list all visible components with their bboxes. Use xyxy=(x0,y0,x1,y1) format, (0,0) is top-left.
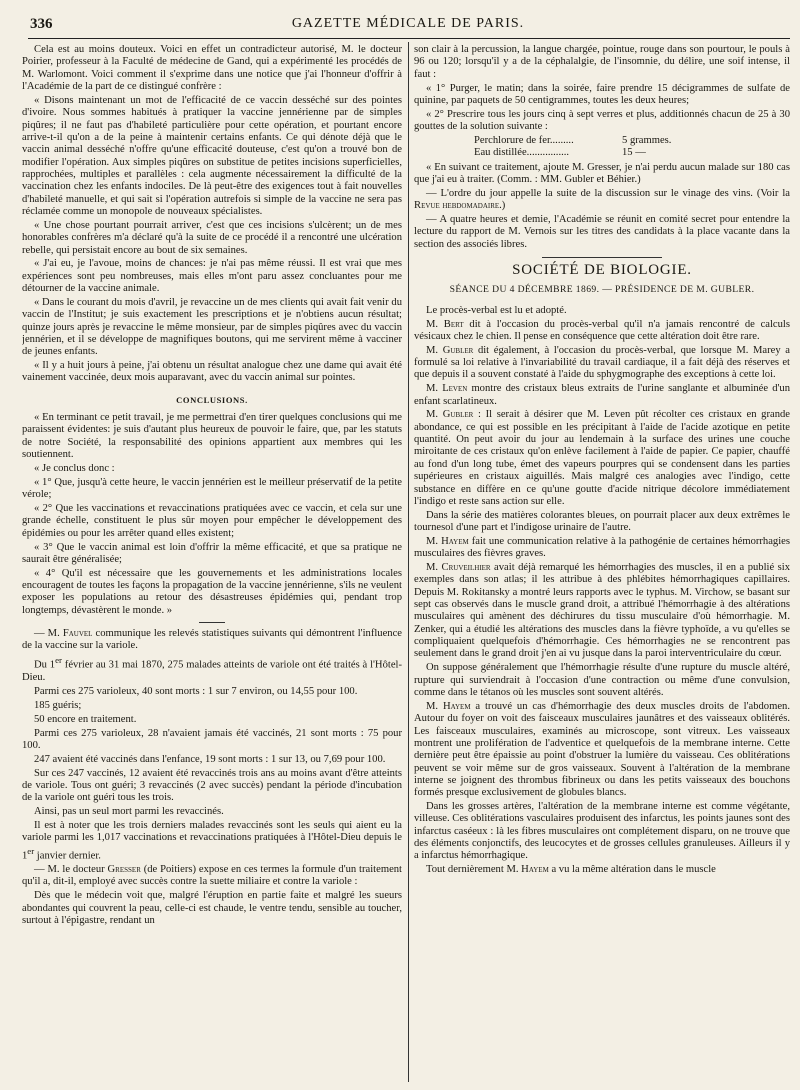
recipe-row xyxy=(474,147,714,159)
header-rule xyxy=(28,38,790,39)
column-rule xyxy=(408,42,409,1082)
text-run: .) xyxy=(499,200,506,212)
recipe-quantity: 5 grammes. xyxy=(622,134,672,146)
speaker-name: Gubler xyxy=(442,409,474,421)
recipe-quantity: 15 — xyxy=(622,147,646,159)
text-run: a trouvé un cas d'hémorrhagie des deux muscles droits de l'abdomen. Autour du foyer on voit des faisceaux musculaires jaunâtres et des vaisseaux oblitérés. Les faisceaux musculaires, examinés au microscope, sont vitreux. Les vaisseaux montrent une prolifération de l'adventice et quelquefois de la membrane interne. Cette dernière peut être épaissie au point d'obstruer la lumière du vaisseau. Ces oblitérations peuvent se voir même sur de gros vaisseaux. Souvent à l'altération de la membrane interne se joignent des thrombus fibrineux ou dans les petits vaisseaux des bouchons formés presque exclusivement de globules blancs. xyxy=(414,700,790,799)
text-run: M. xyxy=(426,383,443,395)
speaker-name: Cruveilhier xyxy=(441,562,491,574)
paragraph xyxy=(22,820,402,863)
text-run: a vu la même altération dans le muscle xyxy=(548,864,716,876)
page-number: 336 xyxy=(30,16,53,32)
text-run: Il est à noter que les trois derniers malades revaccinés sont les seuls qui aient eu la variole parmi les 1,017 vaccinations et revaccinations pratiquées à l'Hôtel-Dieu depuis le 1 xyxy=(22,819,402,862)
paragraph: 185 guéris; xyxy=(34,699,82,711)
paragraph: son clair à la percussion, la langue chargée, pointue, rouge dans son pourtour, le pouls à 96 ou 120; lorsqu'il y a de la céphalalgie, de l'insomnie, du délire, une soif intense, il faut : xyxy=(414,44,790,80)
speaker-name: Hayem xyxy=(521,864,549,876)
paragraph xyxy=(22,864,402,889)
right-column xyxy=(414,44,790,1086)
left-column xyxy=(22,44,402,1086)
paragraph: « Il y a huit jours à peine, j'ai obtenu un résultat analogue chez une dame qui avait été vainement vaccinée, deux mois auparavant, avec du vaccin animal sur pointes. xyxy=(22,360,402,384)
speaker-name: Hayem xyxy=(442,700,471,712)
seance-heading: SÉANCE DU 4 DÉCEMBRE 1869. — PRÉSIDENCE DE M. GUBLER. xyxy=(449,284,755,296)
paragraph: « Je conclus donc : xyxy=(34,463,115,474)
paragraph: « Dans le courant du mois d'avril, je revaccine un de mes clients qui avait fait venir du vaccin de l'Institut; je suis exactement les prescriptions et je n'obtiens aucun résultat; quinze jours après je revaccine le même monsieur, par de simples piqûres avec du vaccin jennérien, et il se développe de magnifiques boutons, qui me servirent même à vacciner de jeunes enfants. xyxy=(22,296,402,358)
paragraph xyxy=(414,701,790,800)
paragraph xyxy=(414,536,790,561)
paragraph xyxy=(22,654,402,684)
paragraph: 247 avaient été vaccinés dans l'enfance, 19 sont morts : 1 sur 13, ou 7,69 pour 100. xyxy=(34,753,386,765)
text-run: — M. le docteur xyxy=(34,864,108,876)
revue-reference: Revue hebdomadaire xyxy=(414,200,500,212)
text-run: M. xyxy=(426,535,442,547)
page-header xyxy=(28,14,788,36)
text-run: M. xyxy=(426,700,443,712)
paragraph: « 1° Purger, le matin; dans la soirée, faire prendre 15 décigrammes de sulfate de quinine, par paquets de 50 centigrammes, toutes les deux heures; xyxy=(414,82,790,106)
recipe-item: Eau distillée................ xyxy=(474,147,570,159)
paragraph: « Disons maintenant un mot de l'efficacité de ce vaccin desséché sur des pointes d'ivoire. Nous sommes habitués à pratiquer la vaccine jennérienne par de simples piqûres; il ne faut pas d'habileté particulière pour cette opération, et pourtant encore arrive-t-il qu'on a de la peine à maintenir certains enfants. Ce qui dénote déjà que le vaccin animal desséché n'offre qu'une efficacité douteuse, c'est qu'on a trouvé bon de modifier l'opération. Aux simples piqûres on substitue de petites incisions superficielles, rapprochées, multiples et parallèles : cela augmente nécessairement la difficulté de la vaccination chez les enfants indociles. De là peut-être des exigences tout à fait nouvelles d'habileté manuelle, et qui sait si l'opération autrefois si simple de la vaccine ne sera pas réclamée comme un monopole de nouveaux spécialistes. xyxy=(22,94,402,217)
text-run: — L'ordre du jour appelle la suite de la discussion sur le vinage des vins. (Voir la xyxy=(426,187,790,199)
paragraph xyxy=(414,345,790,382)
text-run: M. xyxy=(426,562,442,574)
paragraph: « J'ai eu, je l'avoue, moins de chances: je n'ai pas même réussi. Il est vrai que mes expériences sont peu nombreuses, mais elles m'ont paru assez concluantes pour me détourner de la vaccine animale. xyxy=(22,258,402,295)
paragraph: Dans les grosses artères, l'altération de la membrane interne est comme végétante, villeuse. Ces oblitérations vasculaires produisent des infarctus, les points jaunes sont des infarctus caséeux : là les fibres musculaires ont complétement disparu, on ne trouve que des éléments conjonctifs, des leucocytes et de grosses cellules granuleuses. Ailleurs il y a infarctus hémorrhagique. xyxy=(414,801,790,862)
paragraph: Dans la série des matières colorantes bleues, on pourrait placer aux deux extrêmes le tournesol d'une part et l'indigose urinaire de l'autre. xyxy=(414,509,790,534)
paragraph xyxy=(414,409,790,508)
paragraph: Le procès-verbal est lu et adopté. xyxy=(426,304,567,316)
paragraph: Dès que le médecin voit que, malgré l'éruption en partie faite et malgré les sueurs abondantes qui couvrent la peau, celle-ci est chaude, le ventre tendu, sensible au toucher, surtout à l'épigastre, rendant un xyxy=(22,890,402,926)
superscript: er xyxy=(27,845,35,856)
paragraph: « Une chose pourtant pourrait arriver, c'est que ces incisions s'ulcèrent; un de mes honorables confrères m'a déclaré qu'à la suite de ce procédé il a rencontré une ulcération rebelle, qui persistait encore au bout de six semaines. xyxy=(22,219,402,256)
paragraph: « 1° Que, jusqu'à cette heure, le vaccin jennérien est le meilleur préservatif de la petite vérole; xyxy=(22,476,402,501)
text-run: Tout dernièrement M. xyxy=(426,864,522,876)
separator xyxy=(199,622,225,623)
recipe-row xyxy=(474,135,714,147)
paragraph: On suppose généralement que l'hémorrhagie résulte d'une rupture du muscle altéré, rupture qui surviendrait à l'occasion d'une contraction ou même d'une convulsion, comme dans le tétanos où les muscles sont souvent altérés. xyxy=(414,662,790,698)
paragraph xyxy=(414,319,790,344)
paragraph: Sur ces 247 vaccinés, 12 avaient été revaccinés trois ans au moins avant d'être atteints de variole. Tous ont guéri; 3 revaccinés (2 avec succès) pendant la période d'incubation de la variole ont guéri tous les trois. xyxy=(22,767,402,804)
text-run: M. xyxy=(426,318,444,330)
text-run: communique les relevés statistiques suivants qui démontrent l'influence de la vaccine sur la variole. xyxy=(22,628,402,652)
paragraph: Cela est au moins douteux. Voici en effet un contradicteur autorisé, M. le docteur Poirier, professeur à la Faculté de médecine de Gand, qui a expérimenté les procédés de M. Warlomont. Voici comment il s'exprime dans une notice que j'ai l'honneur d'offrir à l'Académie de la part de ce distingué confrère : xyxy=(22,44,402,93)
paragraph: Ainsi, pas un seul mort parmi les revaccinés. xyxy=(34,806,224,818)
text-run: M. xyxy=(426,344,443,356)
paragraph: « En terminant ce petit travail, je me permettrai d'en tirer quelques conclusions qui me paraissent évidentes: je suis d'autant plus heureux de pouvoir le faire, que, par les statuts de notre Société, la responsabilité des opinions appartient aux membres qui les soutiennent. xyxy=(22,412,402,461)
paragraph: « 2° Que les vaccinations et revaccinations pratiquées avec ce vaccin, et cela sur une grande échelle, constituent le plus sûr moyen pour empêcher le développement des épidémies ou pour les arrêter quand elles existent; xyxy=(22,503,402,539)
text-run: montre des cristaux bleus extraits de l'urine sanglante et albuminée d'un enfant scarlatineux. xyxy=(414,383,790,407)
text-run: — M. xyxy=(34,628,63,640)
text-run: dit à l'occasion du procès-verbal qu'il n'a jamais rencontré de calculs vésicaux chez le chien. Il pense en conséquence que cette altération doit être rare. xyxy=(414,318,790,342)
paragraph xyxy=(414,864,790,876)
speaker-name: Hayem xyxy=(441,535,469,547)
recipe-item: Perchlorure de fer......... xyxy=(474,134,574,146)
text-run: dit également, à l'occasion du procès-verbal, que lorsque M. Marey a formulé sa loi relative à l'invariabilité du travail cardiaque, il a fait déjà des réserves et que depuis il a souvent constaté à l'aide du sphygmographe des exceptions à cette loi. xyxy=(414,344,790,381)
text-run: Du 1 xyxy=(34,659,56,671)
paragraph: « 4° Qu'il est nécessaire que les gouvernements et les administrations locales encouragent de toutes les façons la propagation de la vaccine jennérienne, s'ils ne veulent exposer les populations au retour des désastreuses épidémies qui, pendant trop longtemps, dévastèrent le monde. » xyxy=(22,567,402,616)
paragraph xyxy=(414,188,790,213)
paragraph xyxy=(414,383,790,408)
text-run: M. xyxy=(426,409,443,421)
speaker-name: Bert xyxy=(443,318,464,330)
paragraph: « 3° Que le vaccin animal est loin d'offrir la même efficacité, et que sa pratique ne saurait être généralisée; xyxy=(22,541,402,565)
paragraph xyxy=(414,562,790,661)
running-head: GAZETTE MÉDICALE DE PARIS. xyxy=(291,16,525,31)
text-run: février au 31 mai 1870, 275 malades atteints de variole ont été traités à l'Hôtel-Dieu. xyxy=(22,659,402,684)
recipe-table xyxy=(474,135,790,160)
paragraph: 50 encore en traitement. xyxy=(34,713,137,725)
paragraph: Parmi ces 275 varioleux, 40 sont morts : 1 sur 7 environ, ou 14,55 pour 100. xyxy=(34,686,358,698)
paragraph xyxy=(22,628,402,653)
text-run: (de Poitiers) expose en ces termes la formule d'un traitement qu'il a, dit-il, employé avec succès contre la suette miliaire et contre la variole : xyxy=(22,864,402,888)
speaker-name: Leven xyxy=(442,383,468,395)
section-title: SOCIÉTÉ DE BIOLOGIE. xyxy=(512,262,692,278)
text-run: janvier dernier. xyxy=(34,850,101,862)
speaker-name: Gubler xyxy=(442,344,474,356)
conclusions-heading: CONCLUSIONS. xyxy=(176,394,248,405)
paragraph: Parmi ces 275 varioleux, 28 n'avaient jamais été vaccinés, 21 sont morts : 75 pour 100. xyxy=(22,727,402,751)
paragraph: « 2° Prescrire tous les jours cinq à sept verres et plus, additionnés chacun de 25 à 30 gouttes de la solution suivante : xyxy=(414,108,790,133)
paragraph: « En suivant ce traitement, ajoute M. Gresser, je n'ai perdu aucun malade sur 180 cas que j'ai eu à traiter. (Comm. : MM. Gubler et Béhier.) xyxy=(414,161,790,185)
text-run: fait une communication relative à la pathogénie de certaines hémorrhagies musculaires des fièvres graves. xyxy=(414,535,790,560)
text-run: avait déjà remarqué les hémorrhagies des muscles, il en a publié six exemples dans son atlas; il les attribue à des phlébites hémorrhagiques capillaires. Depuis M. Rokitansky a montré leurs rapports avec le typhus. M. Virchow, se basant sur sept cas observés dans le muscle grand droit, a attribué l'hémorrhagie à des altérations musculaires qui amènent des déchirures du tissu musculaire d'où hémorrhagie. M. Zenker, qui a étudié les altérations des muscles dans la fièvre typhoïde, a vu qu'elles se compliquaient quelquefois d'hémorrhagie. Ces hémorrhagies ne se rencontrent pas seulement dans le grand droit j'en ai vu jusque dans la paroi interventriculaire du cœur. xyxy=(414,562,790,660)
paragraph: — A quatre heures et demie, l'Académie se réunit en comité secret pour entendre la lecture du rapport de M. Vernois sur les titres des candidats à la place vacante dans la section des associés libres. xyxy=(414,213,790,250)
author-name: Fauvel xyxy=(62,628,93,640)
author-name: Gresser xyxy=(107,864,141,876)
superscript: er xyxy=(55,655,62,666)
section-separator xyxy=(542,257,662,258)
text-run: : Il serait à désirer que M. Leven pût récolter ces cristaux en grande abondance, ce qui est possible en les précipitant à l'aide de l'acide azotique en petite quantité. On peut avoir du jour au lendemain à la surface des urines une couche miroitante de ces cristaux qu'on enlève facilement à l'aide de papier. Ce papier, chauffé au fond d'un long tube, émet des vapeurs pourpres qui se condensent dans les parties supérieures en cristaux aiguillés. Mais malgré ces analogies avec l'indigo, cette substance en diffère en ce qu'une goutte d'acide nitrique décolore immédiatement l'indigo et reste sans action sur elle. xyxy=(414,409,790,507)
